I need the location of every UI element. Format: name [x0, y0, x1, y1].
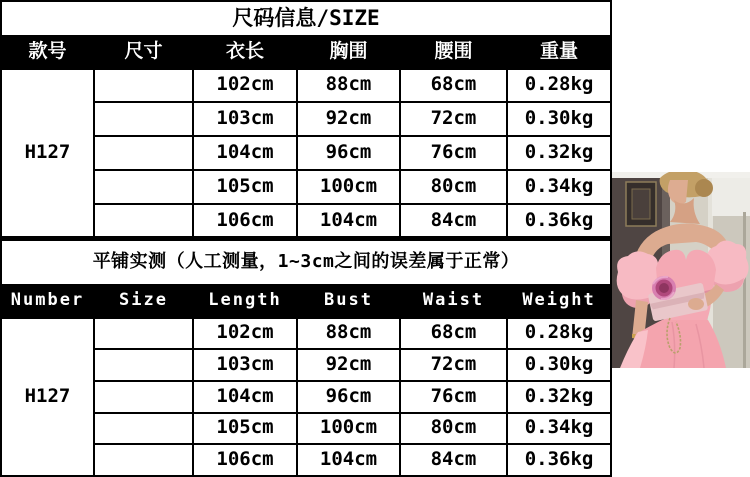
size-cell: XL	[94, 170, 193, 204]
weight-cell: 0.34kg	[507, 413, 611, 445]
bust-cell: 96cm	[297, 381, 400, 413]
cn-header-bust: 胸围	[297, 36, 400, 69]
size-cell: S	[94, 318, 193, 350]
en-header-bust: Bust	[297, 285, 400, 318]
weight-cell: 0.32kg	[507, 381, 611, 413]
rose	[652, 276, 676, 300]
size-cell: L	[94, 136, 193, 170]
size-cell: M	[94, 102, 193, 136]
length-cell: 104cm	[193, 136, 297, 170]
bust-cell: 100cm	[297, 170, 400, 204]
weight-cell: 0.34kg	[507, 170, 611, 204]
weight-cell: 0.36kg	[507, 444, 611, 476]
waist-cell: 72cm	[400, 102, 507, 136]
weight-cell: 0.36kg	[507, 204, 611, 239]
cn-header-waist: 腰围	[400, 36, 507, 69]
en-header-size: Size	[94, 285, 193, 318]
waist-cell: 80cm	[400, 413, 507, 445]
bust-cell: 88cm	[297, 318, 400, 350]
waist-cell: 76cm	[400, 136, 507, 170]
cn-header-model: 款号	[1, 36, 94, 69]
en-header-weight: Weight	[507, 285, 611, 318]
bust-cell: 88cm	[297, 69, 400, 103]
waist-cell: 68cm	[400, 69, 507, 103]
length-cell: 103cm	[193, 349, 297, 381]
bust-cell: 92cm	[297, 102, 400, 136]
waist-cell: 84cm	[400, 204, 507, 239]
length-cell: 102cm	[193, 69, 297, 103]
bust-cell: 96cm	[297, 136, 400, 170]
en-header-row	[1, 285, 611, 318]
chart-title-row	[1, 1, 611, 36]
length-cell: 103cm	[193, 102, 297, 136]
weight-cell: 0.28kg	[507, 318, 611, 350]
weight-cell: 0.32kg	[507, 136, 611, 170]
bust-cell: 104cm	[297, 204, 400, 239]
size-cell: 2XL	[94, 204, 193, 239]
cn-header-weight: 重量	[507, 36, 611, 69]
cn-header-row	[1, 36, 611, 69]
length-cell: 104cm	[193, 381, 297, 413]
length-cell: 106cm	[193, 444, 297, 476]
waist-cell: 84cm	[400, 444, 507, 476]
length-cell: 105cm	[193, 413, 297, 445]
model-number-cell: H127	[1, 69, 94, 239]
chart-title: 尺码信息/SIZE	[1, 1, 611, 36]
bust-cell: 92cm	[297, 349, 400, 381]
cn-header-size: 尺寸	[94, 36, 193, 69]
size-cell: M	[94, 349, 193, 381]
waist-cell: 68cm	[400, 318, 507, 350]
waist-cell: 80cm	[400, 170, 507, 204]
waist-cell: 76cm	[400, 381, 507, 413]
cn-header-length: 衣长	[193, 36, 297, 69]
en-header-waist: Waist	[400, 285, 507, 318]
en-header-number: Number	[1, 285, 94, 318]
bust-cell: 104cm	[297, 444, 400, 476]
weight-cell: 0.28kg	[507, 69, 611, 103]
cn-row-s	[1, 69, 611, 103]
size-cell: S	[94, 69, 193, 103]
length-cell: 106cm	[193, 204, 297, 239]
waist-cell: 72cm	[400, 349, 507, 381]
size-cell: XL	[94, 413, 193, 445]
product-photo	[612, 172, 750, 368]
bust-cell: 100cm	[297, 413, 400, 445]
hand	[688, 298, 704, 310]
size-cell: L	[94, 381, 193, 413]
en-header-length: Length	[193, 285, 297, 318]
size-cell: 2XL	[94, 444, 193, 476]
weight-cell: 0.30kg	[507, 102, 611, 136]
length-cell: 105cm	[193, 170, 297, 204]
model-number-cell: H127	[1, 318, 94, 476]
weight-cell: 0.30kg	[507, 349, 611, 381]
measurement-note: 平铺实测（人工测量，1~3cm之间的误差属于正常）	[1, 239, 611, 285]
measurement-note-row	[1, 239, 611, 285]
length-cell: 102cm	[193, 318, 297, 350]
en-row-s	[1, 318, 611, 350]
